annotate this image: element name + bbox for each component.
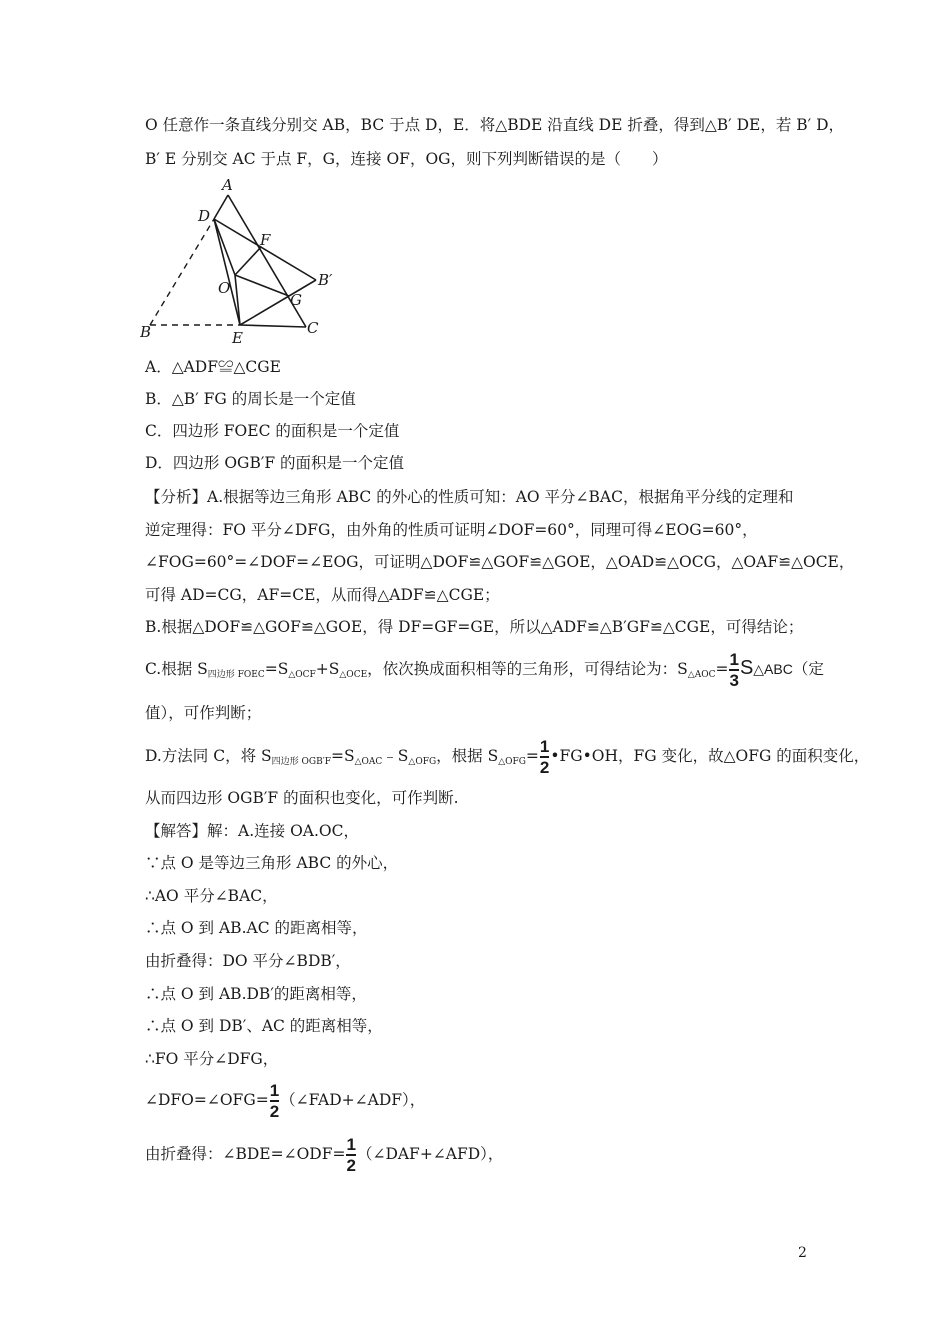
analysis-line-4: 可得 AD=CG，AF=CE，从而得△ADF≌△CGE； <box>145 586 500 604</box>
label-B: B <box>140 323 152 341</box>
label-A: A <box>222 176 233 194</box>
label-G: G <box>290 291 302 309</box>
solution-line-9: ∠DFO=∠OFG= $\frac{1}{2}$ （∠FAD+∠ADF）， <box>145 1081 426 1121</box>
analysis-line-2: 逆定理得：FO 平分∠DFG，由外角的性质可证明∠DOF=60°，同理可得∠EOG=60°， <box>145 521 758 539</box>
segment-DBp <box>214 219 316 280</box>
solution-line-2: ∵点 O 是等边三角形 ABC 的外心， <box>145 854 399 872</box>
label-F: F <box>260 231 271 249</box>
analysis-tag: 【分析】 <box>145 488 208 506</box>
option-c: C．四边形 FOEC 的面积是一个定值 <box>145 422 400 440</box>
segment-EBp <box>240 280 316 325</box>
fraction-one-half: $\frac{1}{2}$ <box>346 1135 356 1175</box>
label-E: E <box>232 329 243 345</box>
solution-line-1: 【解答】解：A.连接 OA.OC， <box>145 822 359 840</box>
option-b: B．△B′ FG 的周长是一个定值 <box>145 390 356 408</box>
segment-OD <box>214 219 235 275</box>
analysis-line-5: B.根据△DOF≌△GOF≌△GOE，得 DF=GF=GE，所以△ADF≌△B′GF≌△CGE，可得结论； <box>145 618 804 636</box>
analysis-d-line-2: 从而四边形 OGB′F 的面积也变化，可作判断. <box>145 789 459 807</box>
segment-BD-dashed <box>150 219 214 325</box>
solution-line-3: ∴AO 平分∠BAC， <box>145 887 278 905</box>
option-a: A．△ADF≌△CGE <box>145 358 281 376</box>
analysis-line-1: 【分析】A.根据等边三角形 ABC 的外心的性质可知：AO 平分∠BAC，根据角平分线的定理和 <box>145 488 794 506</box>
solution-tag: 【解答】 <box>145 822 208 840</box>
segment-DE <box>214 219 240 325</box>
geometry-figure <box>140 175 350 345</box>
page-number: 2 <box>798 1245 807 1261</box>
fraction-one-half: $\frac{1}{2}$ <box>269 1081 280 1121</box>
segment-EC <box>240 325 306 327</box>
label-D: D <box>198 207 211 225</box>
solution-line-7: ∴点 O 到 DB′、AC 的距离相等， <box>145 1017 383 1035</box>
analysis-line-3: ∠FOG=60°=∠DOF=∠EOG，可证明△DOF≌△GOF≌△GOE，△OAD≌△OCG，△OAF≌△OCE， <box>145 553 855 571</box>
question-line-1: O 任意作一条直线分别交 AB，BC 于点 D，E．将△BDE 沿直线 DE 折叠，得到△B′ DE，若 B′ D， <box>145 116 845 134</box>
segment-AD <box>214 195 228 219</box>
label-O: O <box>218 279 231 297</box>
analysis-d-line: D.方法同 C，将 $S_{四边形 OGB'F}=S_{\triangle OAC}﹣S_{\triangle OFG}$，根据 $S_{\triangle OFG}=$ $\frac{1}{2}$ •FG•OH，FG 变化，故△OFG 的面积变化， <box>145 737 870 777</box>
question-line-2: B′ E 分别交 AC 于点 F，G，连接 OF，OG，则下列判断错误的是（ ） <box>145 150 668 168</box>
label-Bp: B′ <box>318 271 333 289</box>
solution-line-6: ∴点 O 到 AB.DB′的距离相等， <box>145 985 367 1003</box>
analysis-c-line-2: 值），可作判断； <box>145 704 262 722</box>
fraction-one-half: $\frac{1}{2}$ <box>539 737 550 777</box>
solution-line-4: ∴点 O 到 AB.AC 的距离相等， <box>145 919 368 937</box>
solution-line-10: 由折叠得：∠BDE=∠ODF= $\frac{1}{2}$ （∠DAF+∠AFD）， <box>145 1135 504 1175</box>
analysis-c-line: C.根据 $S_{四边形 FOEC}=S_{\triangle OCF}+S_{\triangle OCE}$，依次换成面积相等的三角形，可得结论为：$S_{\triangle AOC}=$ $\frac{1}{3}$ S△ABC（定 <box>145 650 824 690</box>
segment-OF <box>235 247 261 275</box>
option-d: D．四边形 OGB′F 的面积是一个定值 <box>145 454 405 472</box>
solution-line-5: 由折叠得：DO 平分∠BDB′， <box>145 952 351 970</box>
fraction-one-third: $\frac{1}{3}$ <box>729 650 739 690</box>
solution-line-8: ∴FO 平分∠DFG， <box>145 1050 279 1068</box>
label-C: C <box>307 319 319 337</box>
